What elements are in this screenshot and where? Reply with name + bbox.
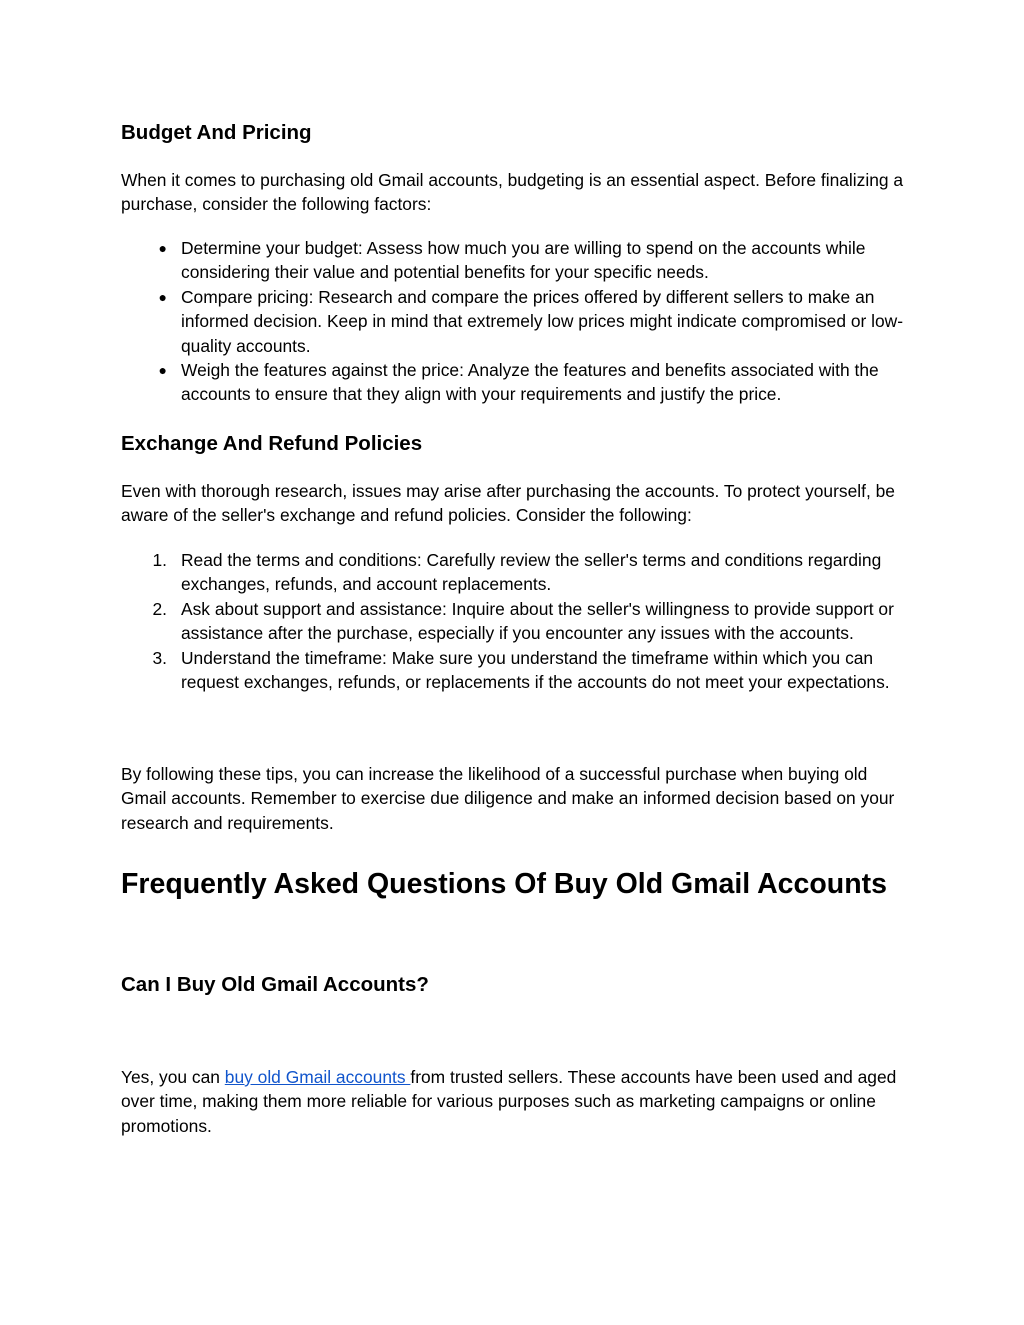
bullet-icon: ● (158, 288, 167, 305)
list-item (121, 548, 911, 597)
answer-text-before-link: Yes, you can (121, 1067, 225, 1087)
budget-intro-paragraph: When it comes to purchasing old Gmail accounts, budgeting is an essential aspect. Before finalizing a purchase, consider the following factors: (121, 170, 904, 215)
list-item-text: Compare pricing: Research and compare the prices offered by different sellers to make an informed decision. Keep in mind that extremely low prices might indicate compromised or low-quality accounts. (181, 286, 904, 356)
list-item-text: Weigh the features against the price: Analyze the features and benefits associated with the accounts to ensure that they align with your requirements and justify the price. (181, 360, 879, 405)
list-number: 2. (152, 598, 167, 619)
list-item-text: Ask about support and assistance: Inquire about the seller's willingness to provide support or assistance after the purchase, especially if you encounter any issues with the accounts. (181, 598, 894, 644)
list-item (121, 597, 911, 646)
list-item (121, 646, 911, 695)
list-item-text: Understand the timeframe: Make sure you understand the timeframe within which you can request exchanges, refunds, or replacements if the accounts do not meet your expectations. (181, 647, 890, 693)
list-item-text: Determine your budget: Assess how much you are willing to spend on the accounts while considering their value and potential benefits for your specific needs. (181, 238, 866, 283)
list-item-text: Read the terms and conditions: Carefully review the seller's terms and conditions regarding exchanges, refunds, and account replacements. (181, 550, 882, 595)
answer-text-after-link: from trusted sellers. These accounts have been used and aged over time, making them more reliable for various purposes such as marketing campaigns or online promotions. (121, 1067, 897, 1136)
bullet-icon: ● (158, 240, 167, 256)
list-item (121, 285, 911, 358)
buy-old-gmail-accounts-link[interactable]: buy old Gmail accounts (224, 1067, 411, 1087)
exchange-intro-paragraph: Even with thorough research, issues may arise after purchasing the accounts. To protect yourself, be aware of the seller's exchange and refund policies. Consider the following: (121, 481, 895, 526)
conclusion-paragraph: By following these tips, you can increase the likelihood of a successful purchase when buying old Gmail accounts. Remember to exercise due diligence and make an informed decision based on your research and requirements. (121, 764, 895, 833)
faq-answer-paragraph (121, 1065, 911, 1138)
list-number: 1. (152, 550, 167, 570)
list-number: 3. (152, 647, 167, 668)
exchange-heading: Exchange And Refund Policies (121, 432, 423, 455)
list-item (121, 236, 911, 285)
faq-question-heading: Can I Buy Old Gmail Accounts? (121, 973, 429, 996)
exchange-policies-list (121, 548, 911, 694)
budget-factors-list (121, 236, 911, 407)
list-item (121, 358, 911, 407)
faq-title: Frequently Asked Questions Of Buy Old Gmail Accounts (121, 868, 887, 900)
bullet-icon: ● (158, 362, 167, 379)
budget-heading: Budget And Pricing (121, 121, 312, 144)
